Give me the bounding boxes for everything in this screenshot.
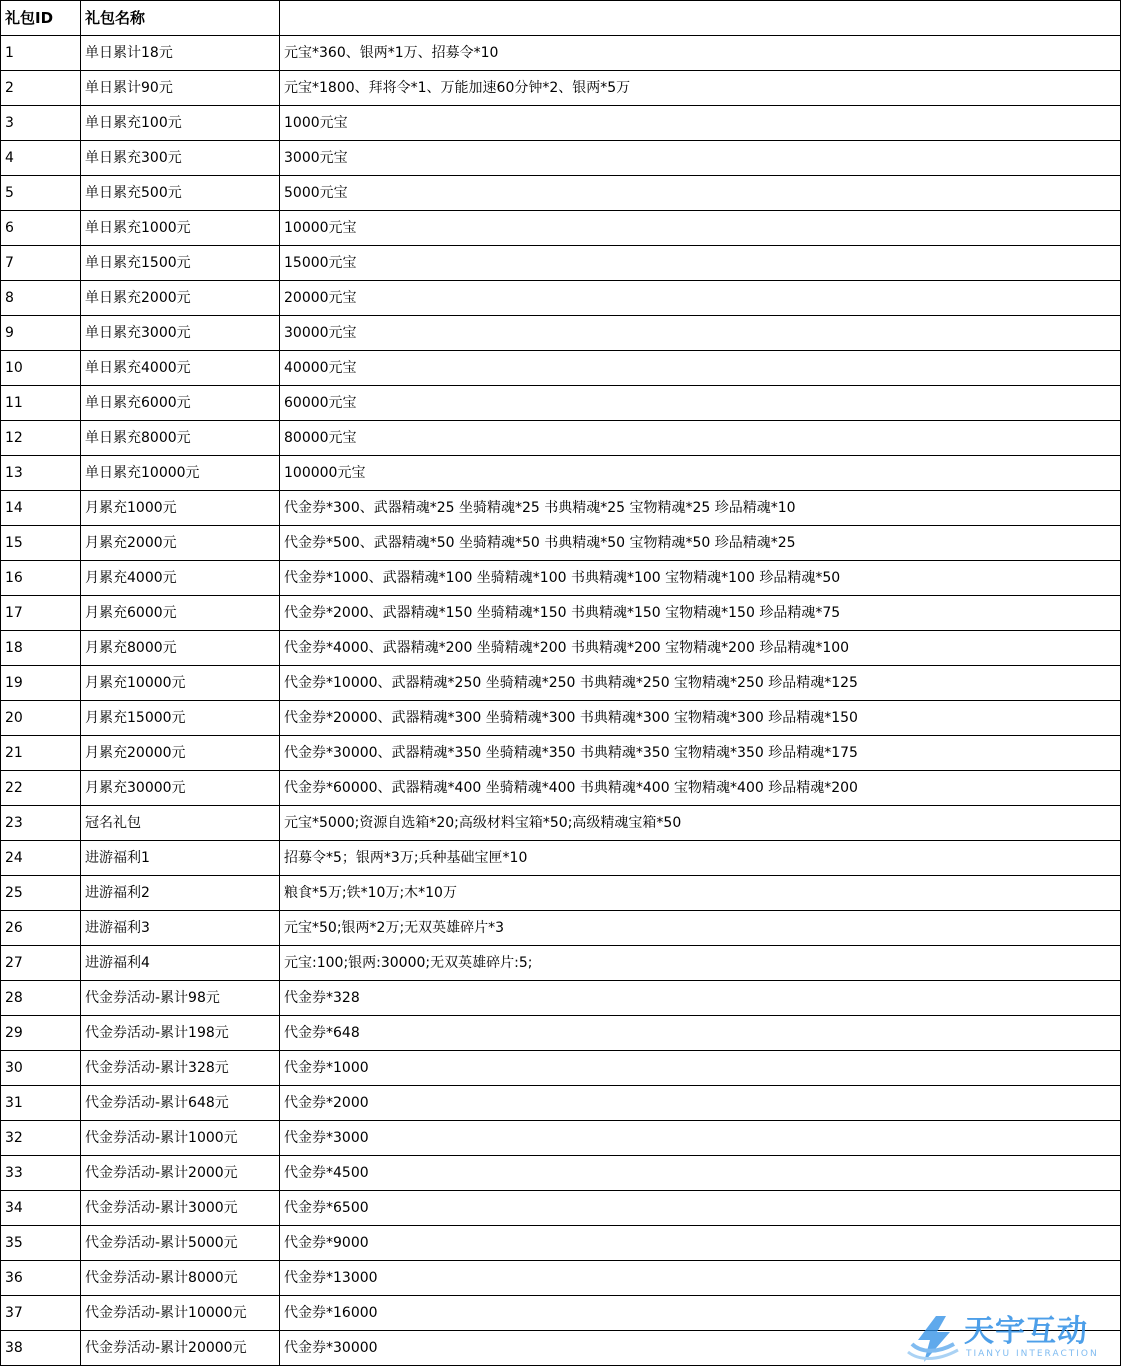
cell-gift-id: 33 <box>1 1156 81 1191</box>
table-row <box>1 666 1121 701</box>
cell-gift-id: 13 <box>1 456 81 491</box>
tianyu-watermark <box>906 1314 1111 1364</box>
table-body <box>1 36 1121 1366</box>
table-row <box>1 876 1121 911</box>
cell-gift-content: 元宝*1800、拜将令*1、万能加速60分钟*2、银两*5万 <box>280 71 1121 106</box>
table-row <box>1 316 1121 351</box>
cell-gift-id: 31 <box>1 1086 81 1121</box>
cell-gift-name: 冠名礼包 <box>81 806 280 841</box>
cell-gift-id: 23 <box>1 806 81 841</box>
table-row <box>1 141 1121 176</box>
table-row <box>1 491 1121 526</box>
cell-gift-id: 34 <box>1 1191 81 1226</box>
table-row <box>1 736 1121 771</box>
cell-gift-name: 月累充8000元 <box>81 631 280 666</box>
cell-gift-id: 11 <box>1 386 81 421</box>
table-row <box>1 1016 1121 1051</box>
cell-gift-content: 代金券*9000 <box>280 1226 1121 1261</box>
cell-gift-content: 代金券*2000、武器精魂*150 坐骑精魂*150 书典精魂*150 宝物精魂*150 珍品精魂*75 <box>280 596 1121 631</box>
cell-gift-content: 10000元宝 <box>280 211 1121 246</box>
cell-gift-id: 10 <box>1 351 81 386</box>
header-gift-name: 礼包名称 <box>81 1 280 36</box>
header-gift-id: 礼包ID <box>1 1 81 36</box>
cell-gift-id: 2 <box>1 71 81 106</box>
cell-gift-name: 月累充10000元 <box>81 666 280 701</box>
cell-gift-id: 7 <box>1 246 81 281</box>
cell-gift-content: 15000元宝 <box>280 246 1121 281</box>
table-row <box>1 1261 1121 1296</box>
cell-gift-name: 月累充20000元 <box>81 736 280 771</box>
cell-gift-id: 3 <box>1 106 81 141</box>
cell-gift-content: 20000元宝 <box>280 281 1121 316</box>
table-row <box>1 981 1121 1016</box>
cell-gift-id: 35 <box>1 1226 81 1261</box>
cell-gift-id: 24 <box>1 841 81 876</box>
table-row <box>1 1121 1121 1156</box>
cell-gift-name: 代金券活动-累计3000元 <box>81 1191 280 1226</box>
cell-gift-content: 80000元宝 <box>280 421 1121 456</box>
cell-gift-id: 5 <box>1 176 81 211</box>
table-row <box>1 456 1121 491</box>
cell-gift-content: 代金券*4000、武器精魂*200 坐骑精魂*200 书典精魂*200 宝物精魂*200 珍品精魂*100 <box>280 631 1121 666</box>
cell-gift-content: 代金券*10000、武器精魂*250 坐骑精魂*250 书典精魂*250 宝物精魂*250 珍品精魂*125 <box>280 666 1121 701</box>
cell-gift-name: 进游福利4 <box>81 946 280 981</box>
cell-gift-content: 招募令*5；银两*3万;兵种基础宝匣*10 <box>280 841 1121 876</box>
table-row <box>1 946 1121 981</box>
cell-gift-id: 38 <box>1 1331 81 1366</box>
cell-gift-name: 单日累充4000元 <box>81 351 280 386</box>
tianyu-logo-icon <box>906 1314 962 1364</box>
cell-gift-name: 代金券活动-累计648元 <box>81 1086 280 1121</box>
cell-gift-id: 28 <box>1 981 81 1016</box>
header-gift-content <box>280 1 1121 36</box>
table-row <box>1 351 1121 386</box>
cell-gift-content: 代金券*4500 <box>280 1156 1121 1191</box>
cell-gift-name: 月累充30000元 <box>81 771 280 806</box>
cell-gift-id: 16 <box>1 561 81 596</box>
cell-gift-name: 单日累充1500元 <box>81 246 280 281</box>
cell-gift-content: 元宝*50;银两*2万;无双英雄碎片*3 <box>280 911 1121 946</box>
table-row <box>1 421 1121 456</box>
table-row <box>1 526 1121 561</box>
cell-gift-name: 月累充6000元 <box>81 596 280 631</box>
watermark-subtitle: TIANYU INTERACTION <box>966 1349 1099 1359</box>
cell-gift-content: 元宝:100;银两:30000;无双英雄碎片:5; <box>280 946 1121 981</box>
cell-gift-name: 单日累充500元 <box>81 176 280 211</box>
cell-gift-content: 30000元宝 <box>280 316 1121 351</box>
cell-gift-id: 32 <box>1 1121 81 1156</box>
table-row <box>1 561 1121 596</box>
cell-gift-content: 代金券*328 <box>280 981 1121 1016</box>
cell-gift-content: 60000元宝 <box>280 386 1121 421</box>
cell-gift-id: 26 <box>1 911 81 946</box>
cell-gift-name: 单日累计90元 <box>81 71 280 106</box>
cell-gift-name: 代金券活动-累计10000元 <box>81 1296 280 1331</box>
cell-gift-content: 代金券*20000、武器精魂*300 坐骑精魂*300 书典精魂*300 宝物精魂*300 珍品精魂*150 <box>280 701 1121 736</box>
cell-gift-name: 代金券活动-累计2000元 <box>81 1156 280 1191</box>
table-header-row <box>1 1 1121 36</box>
cell-gift-name: 代金券活动-累计20000元 <box>81 1331 280 1366</box>
cell-gift-id: 12 <box>1 421 81 456</box>
cell-gift-name: 单日累充300元 <box>81 141 280 176</box>
table-row <box>1 806 1121 841</box>
cell-gift-id: 9 <box>1 316 81 351</box>
cell-gift-content: 代金券*30000、武器精魂*350 坐骑精魂*350 书典精魂*350 宝物精魂*350 珍品精魂*175 <box>280 736 1121 771</box>
table-row <box>1 771 1121 806</box>
cell-gift-id: 22 <box>1 771 81 806</box>
cell-gift-content: 代金券*2000 <box>280 1086 1121 1121</box>
cell-gift-id: 36 <box>1 1261 81 1296</box>
cell-gift-name: 代金券活动-累计198元 <box>81 1016 280 1051</box>
cell-gift-name: 代金券活动-累计8000元 <box>81 1261 280 1296</box>
cell-gift-id: 30 <box>1 1051 81 1086</box>
cell-gift-content: 40000元宝 <box>280 351 1121 386</box>
cell-gift-name: 进游福利2 <box>81 876 280 911</box>
table-row <box>1 211 1121 246</box>
cell-gift-content: 5000元宝 <box>280 176 1121 211</box>
cell-gift-id: 29 <box>1 1016 81 1051</box>
table-row <box>1 1156 1121 1191</box>
cell-gift-name: 单日累充6000元 <box>81 386 280 421</box>
cell-gift-name: 单日累充10000元 <box>81 456 280 491</box>
table-row <box>1 1226 1121 1261</box>
table-row <box>1 36 1121 71</box>
cell-gift-content: 1000元宝 <box>280 106 1121 141</box>
cell-gift-name: 进游福利1 <box>81 841 280 876</box>
table-row <box>1 281 1121 316</box>
cell-gift-content: 100000元宝 <box>280 456 1121 491</box>
cell-gift-id: 4 <box>1 141 81 176</box>
cell-gift-content: 代金券*500、武器精魂*50 坐骑精魂*50 书典精魂*50 宝物精魂*50 珍品精魂*25 <box>280 526 1121 561</box>
cell-gift-name: 月累充2000元 <box>81 526 280 561</box>
cell-gift-name: 单日累计18元 <box>81 36 280 71</box>
cell-gift-name: 月累充1000元 <box>81 491 280 526</box>
cell-gift-id: 21 <box>1 736 81 771</box>
cell-gift-name: 单日累充8000元 <box>81 421 280 456</box>
cell-gift-content: 元宝*5000;资源自选箱*20;高级材料宝箱*50;高级精魂宝箱*50 <box>280 806 1121 841</box>
cell-gift-content: 代金券*1000、武器精魂*100 坐骑精魂*100 书典精魂*100 宝物精魂*100 珍品精魂*50 <box>280 561 1121 596</box>
table-row <box>1 631 1121 666</box>
cell-gift-name: 月累充4000元 <box>81 561 280 596</box>
table-row <box>1 596 1121 631</box>
table-row <box>1 701 1121 736</box>
cell-gift-id: 14 <box>1 491 81 526</box>
cell-gift-id: 1 <box>1 36 81 71</box>
cell-gift-content: 粮食*5万;铁*10万;木*10万 <box>280 876 1121 911</box>
cell-gift-content: 代金券*648 <box>280 1016 1121 1051</box>
table-row <box>1 246 1121 281</box>
table-row <box>1 1086 1121 1121</box>
cell-gift-content: 代金券*3000 <box>280 1121 1121 1156</box>
table-row <box>1 71 1121 106</box>
cell-gift-id: 15 <box>1 526 81 561</box>
cell-gift-id: 20 <box>1 701 81 736</box>
table-row <box>1 911 1121 946</box>
cell-gift-content: 代金券*30000 <box>280 1331 1121 1366</box>
cell-gift-name: 代金券活动-累计98元 <box>81 981 280 1016</box>
cell-gift-id: 37 <box>1 1296 81 1331</box>
cell-gift-id: 25 <box>1 876 81 911</box>
cell-gift-id: 19 <box>1 666 81 701</box>
cell-gift-content: 元宝*360、银两*1万、招募令*10 <box>280 36 1121 71</box>
cell-gift-id: 17 <box>1 596 81 631</box>
cell-gift-name: 代金券活动-累计1000元 <box>81 1121 280 1156</box>
cell-gift-name: 单日累充3000元 <box>81 316 280 351</box>
table-row <box>1 106 1121 141</box>
cell-gift-name: 单日累充2000元 <box>81 281 280 316</box>
cell-gift-name: 单日累充100元 <box>81 106 280 141</box>
cell-gift-content: 代金券*60000、武器精魂*400 坐骑精魂*400 书典精魂*400 宝物精魂*400 珍品精魂*200 <box>280 771 1121 806</box>
cell-gift-id: 6 <box>1 211 81 246</box>
cell-gift-content: 代金券*13000 <box>280 1261 1121 1296</box>
cell-gift-content: 3000元宝 <box>280 141 1121 176</box>
cell-gift-id: 27 <box>1 946 81 981</box>
cell-gift-content: 代金券*300、武器精魂*25 坐骑精魂*25 书典精魂*25 宝物精魂*25 珍品精魂*10 <box>280 491 1121 526</box>
cell-gift-content: 代金券*6500 <box>280 1191 1121 1226</box>
cell-gift-name: 月累充15000元 <box>81 701 280 736</box>
cell-gift-id: 8 <box>1 281 81 316</box>
cell-gift-content: 代金券*16000 <box>280 1296 1121 1331</box>
watermark-brand-text: 天宇互动 <box>964 1314 1088 1349</box>
table-row <box>1 176 1121 211</box>
cell-gift-name: 单日累充1000元 <box>81 211 280 246</box>
table-row <box>1 386 1121 421</box>
cell-gift-id: 18 <box>1 631 81 666</box>
cell-gift-name: 代金券活动-累计328元 <box>81 1051 280 1086</box>
table-row <box>1 1051 1121 1086</box>
cell-gift-name: 进游福利3 <box>81 911 280 946</box>
table-row <box>1 1191 1121 1226</box>
cell-gift-name: 代金券活动-累计5000元 <box>81 1226 280 1261</box>
cell-gift-content: 代金券*1000 <box>280 1051 1121 1086</box>
table-row <box>1 841 1121 876</box>
